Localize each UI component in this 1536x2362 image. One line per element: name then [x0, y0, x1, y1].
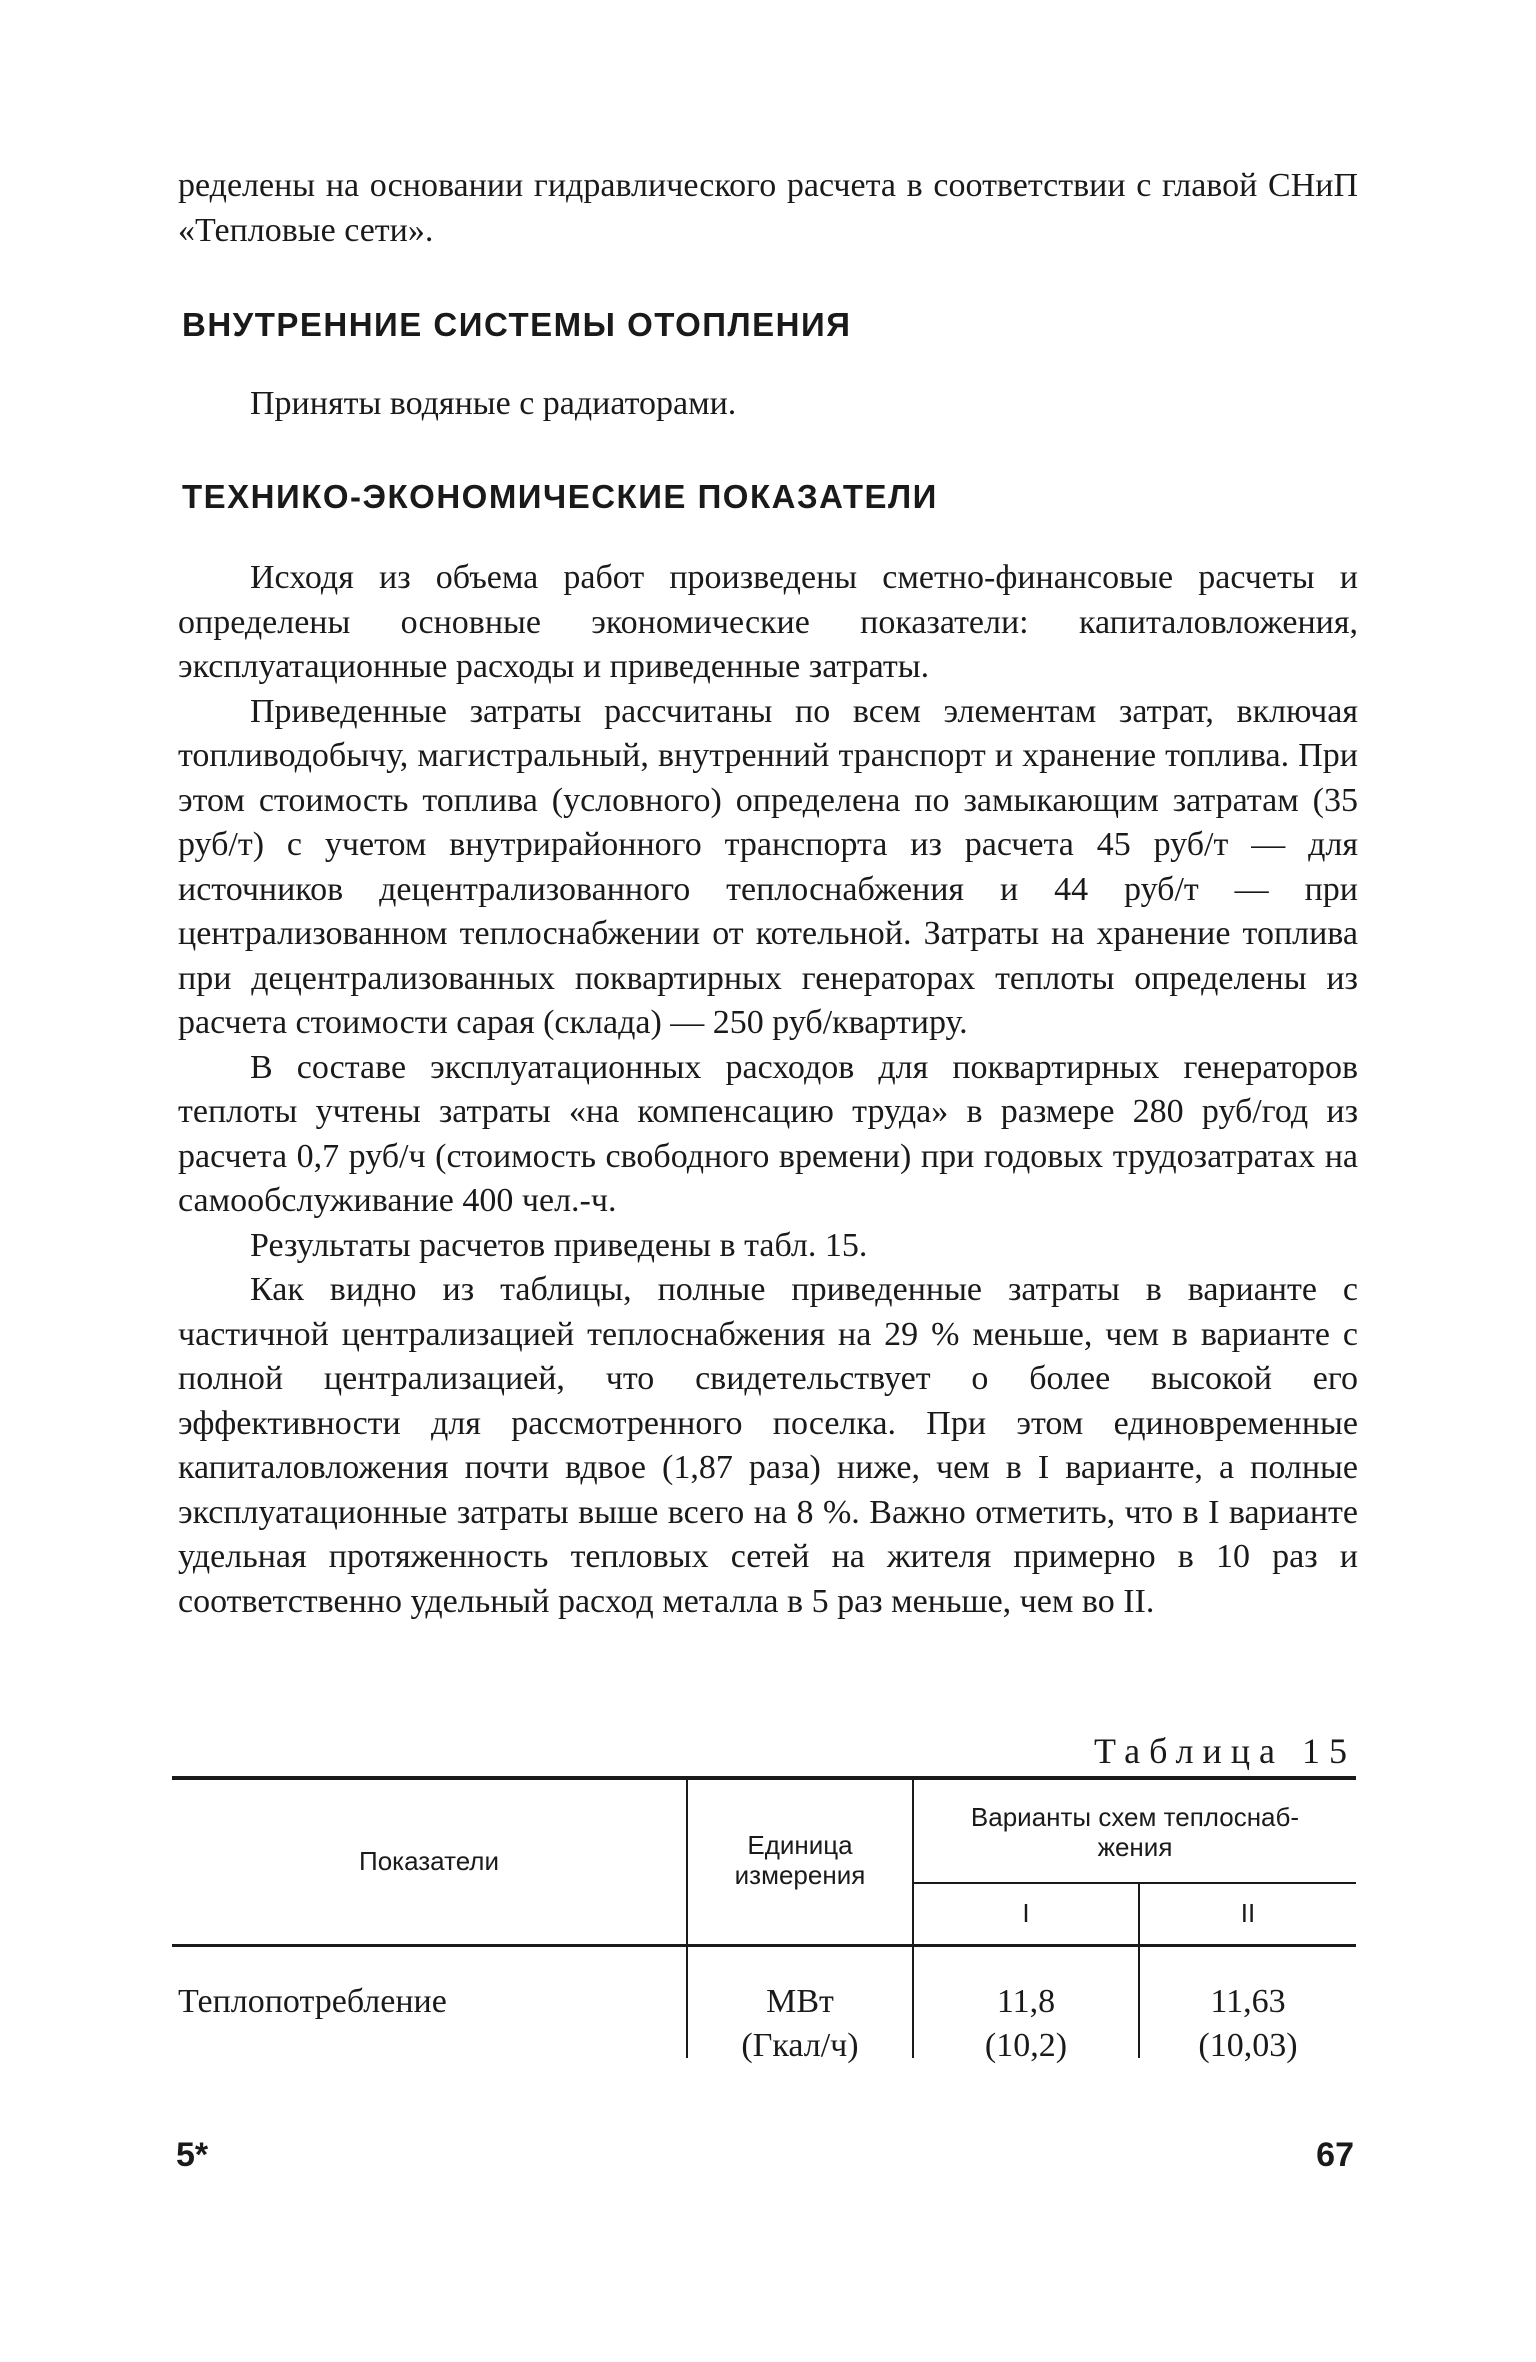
header-variant-1: I — [1022, 1898, 1030, 1928]
economics-heading: ТЕХНИКО-ЭКОНОМИЧЕСКИЕ ПОКАЗАТЕЛИ — [182, 478, 938, 515]
row-unit-line: (Гкал/ч) — [741, 2027, 859, 2064]
table-top-rule — [172, 1776, 1356, 1780]
header-indicator: Показатели — [359, 1846, 499, 1876]
economics-paragraph: Приведенные затраты рассчитаны по всем элементам затрат, включая топливодобычу, магистральный, внутренний транспорт и хранение топлива. При этом стоимость топлива (условного) определена по замыкающим затратам (35 руб/т) с учетом внутрирайонного транспорта из расчета 45 руб/т — для источников децентрализованного теплоснабжения и 44 руб/т — при централизованном теплоснабжении от котельной. Затраты на хранение топлива при децентрализованных поквартирных генераторах теплоты определены из расчета стоимости сарая (склада) — 250 руб/квартиру. — [178, 692, 1358, 1041]
row-unit — [688, 1980, 912, 2068]
intro-paragraph: ределены на основании гидравлического расчета в соответствии с главой СНиП «Тепловые сети». — [178, 167, 1358, 249]
header-bottom-rule — [172, 1944, 1356, 1947]
row-value-line: 11,63 — [1210, 1983, 1286, 2020]
economics-paragraph: В составе эксплуатационных расходов для поквартирных генераторов теплоты учтены затраты «на компенсацию труда» в размере 280 руб/год из расчета 0,7 руб/ч (стоимость свободного времени) при годовых трудозатратах на самообслуживание 400 чел.-ч. — [178, 1048, 1358, 1219]
heating-paragraph: Приняты водяные с радиаторами. — [250, 385, 737, 422]
header-variants: Варианты схем теплоснаб-жения — [970, 1802, 1300, 1862]
variants-underline — [912, 1882, 1356, 1884]
row-value-line: (10,2) — [984, 2027, 1068, 2064]
economics-paragraph: Как видно из таблицы, полные приведенные затраты в варианте с частичной централизацией теплоснабжения на 29 % меньше, чем в варианте с полной централизацией, что свидетельствует о более высокой его эффективности для рассмотренного поселка. При этом единовременные капиталовложения почти вдвое (1,87 раза) ниже, чем в I варианте, а полные эксплуатационные затраты выше всего на 8 %. Важно отметить, что в I варианте удельная протяженность тепловых сетей на жителя примерно в 10 раз и соответственно удельный расход металла в 5 раз меньше, чем во II. — [178, 1271, 1358, 1620]
heating-heading: ВНУТРЕННИЕ СИСТЕМЫ ОТОПЛЕНИЯ — [182, 306, 852, 343]
header-variant-2: II — [1240, 1898, 1256, 1928]
row-indicator: Теплопотребление — [178, 1983, 447, 2020]
economics-body — [178, 556, 1358, 1624]
economics-paragraph: Исходя из объема работ произведены сметно-финансовые расчеты и определены основные экономические показатели: капиталовложения, эксплуатационные расходы и приведенные затраты. — [178, 559, 1358, 685]
row-variant-2-value — [1140, 1980, 1356, 2068]
header-unit: Единица измерения — [734, 1830, 866, 1890]
page-number: 67 — [1316, 2136, 1354, 2174]
signature-mark: 5* — [176, 2136, 209, 2174]
row-value-line: (10,03) — [1198, 2027, 1298, 2064]
row-variant-1-value — [914, 1980, 1138, 2068]
row-value-line: 11,8 — [996, 1983, 1056, 2020]
row-unit-line: МВт — [766, 1983, 834, 2020]
economics-paragraph: Результаты расчетов приведены в табл. 15. — [250, 1226, 868, 1264]
table-caption: Таблица 15 — [1094, 1731, 1356, 1771]
